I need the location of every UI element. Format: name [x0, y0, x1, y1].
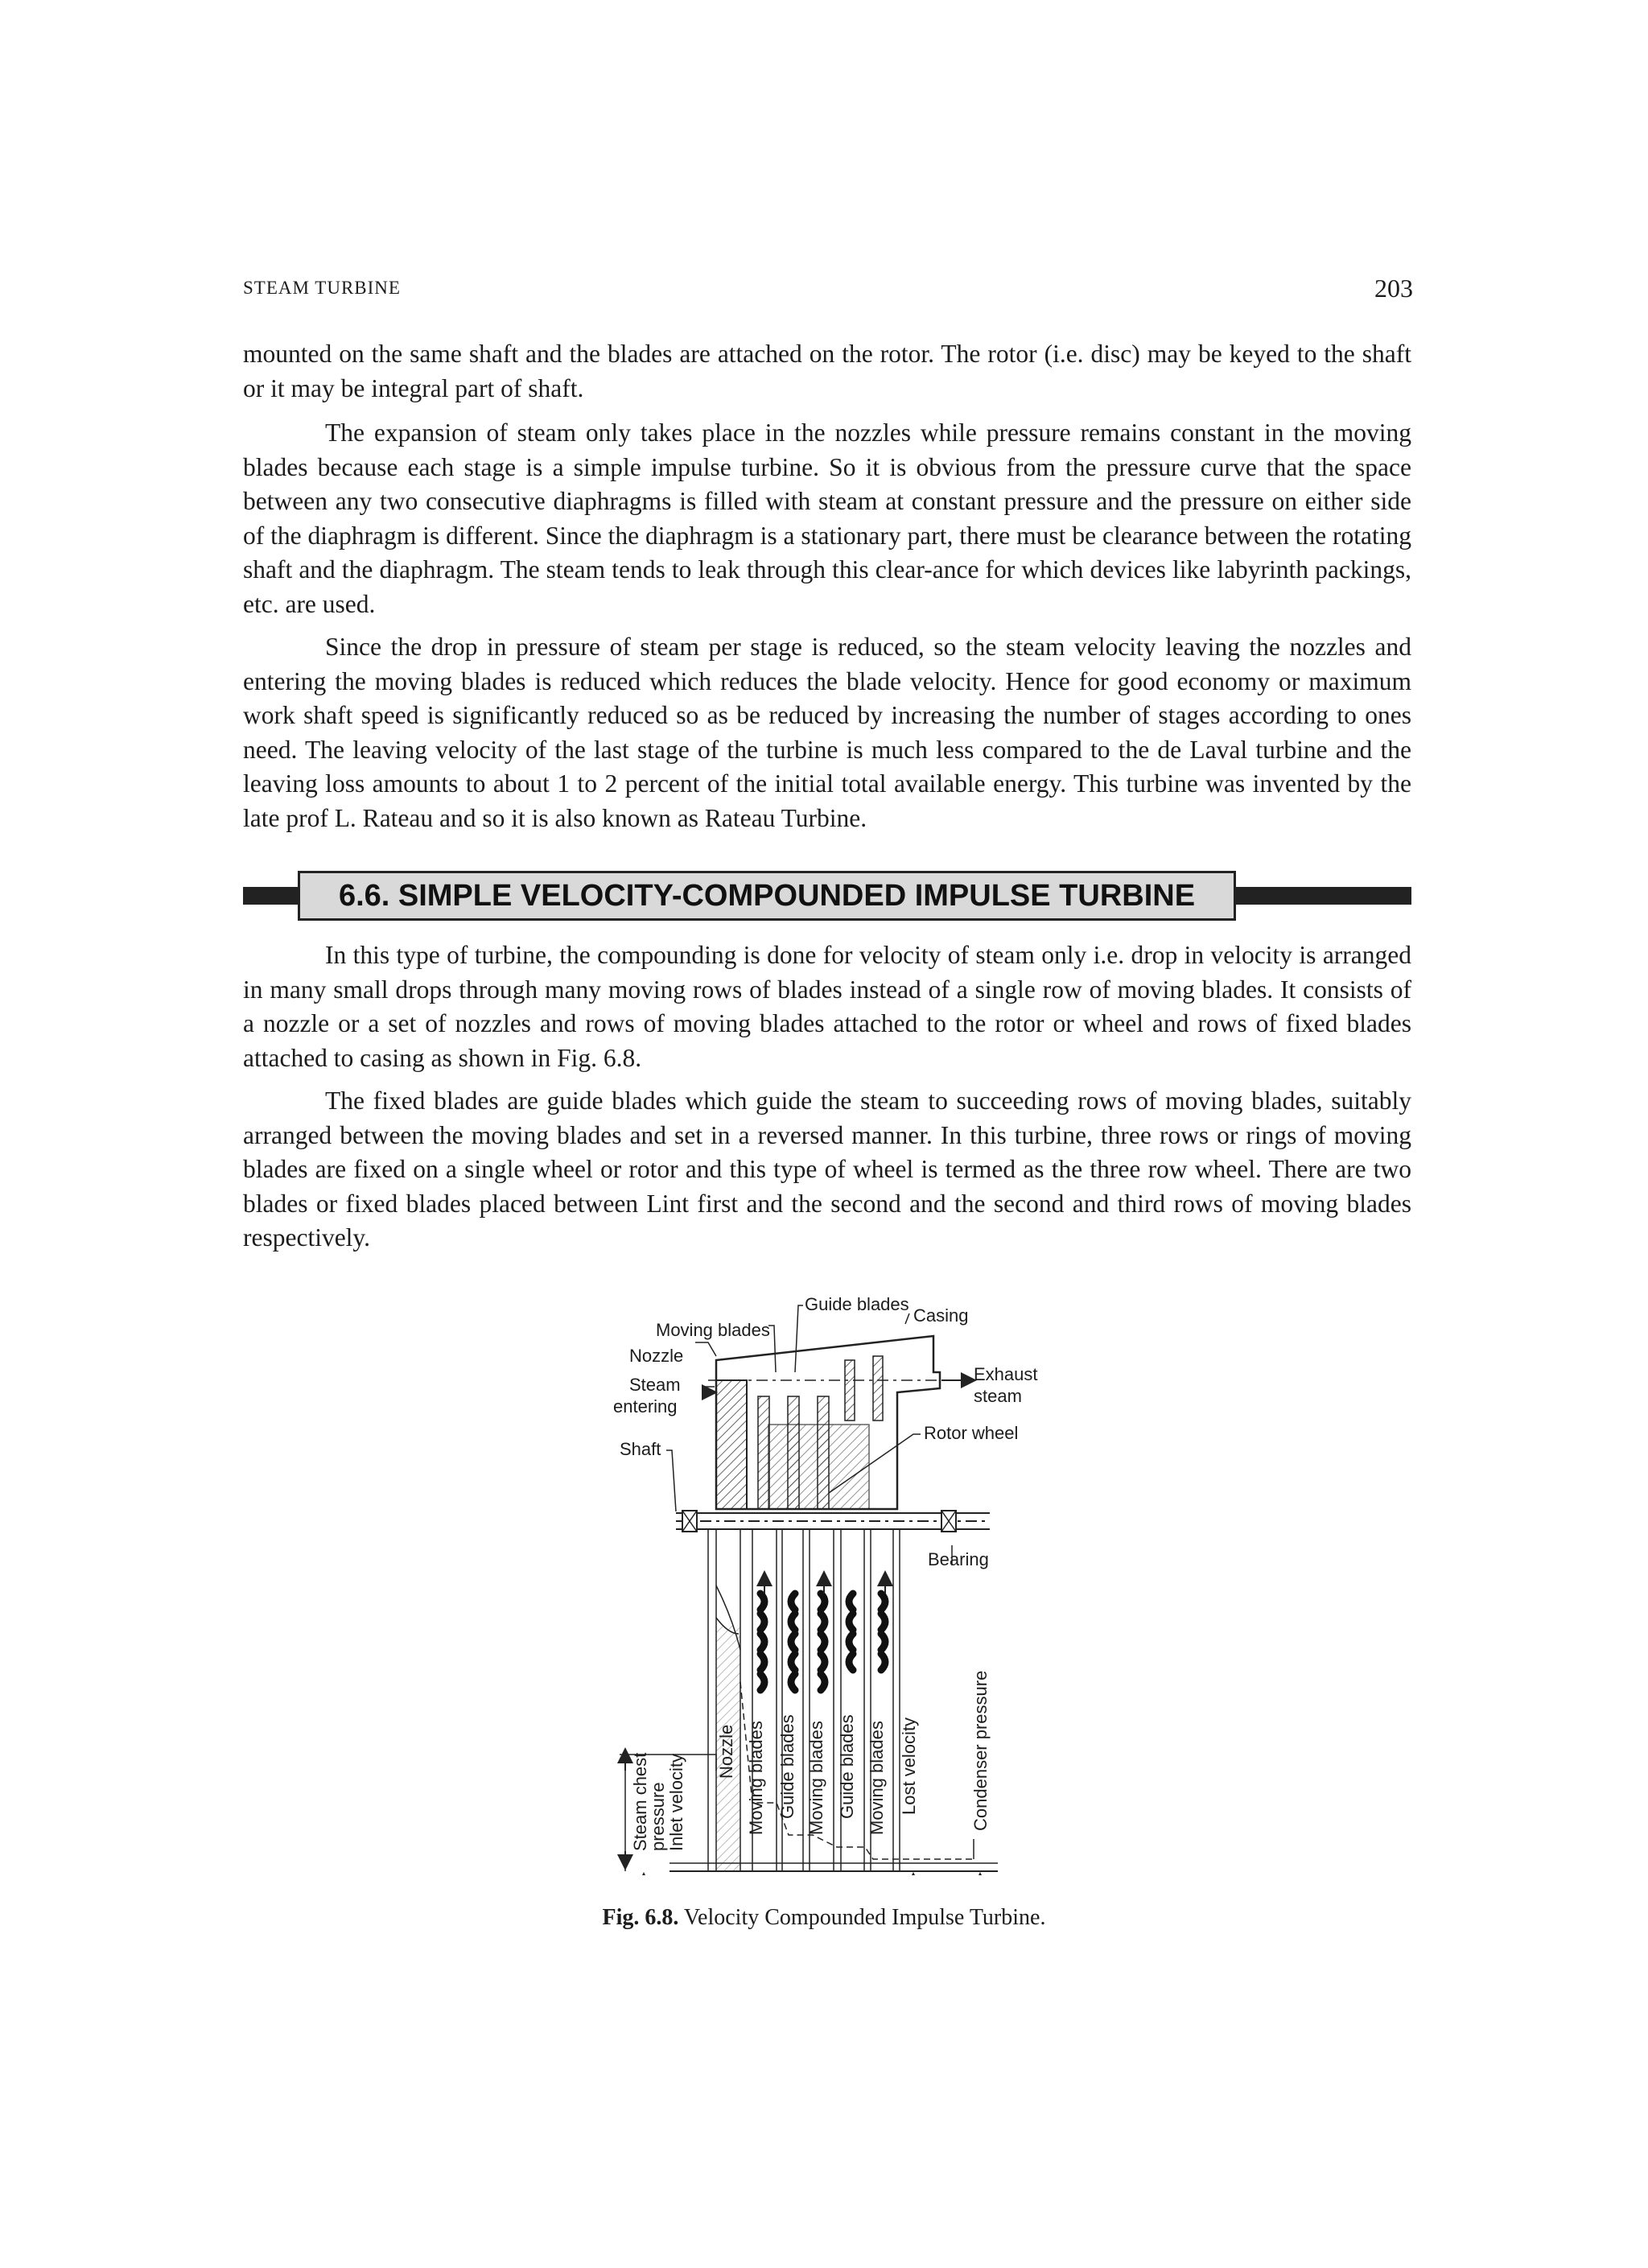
running-header: STEAM TURBINE [243, 278, 401, 298]
label-entering: entering [613, 1396, 678, 1416]
paragraph-3: Since the drop in pressure of steam per stage is reduced, so the steam velocity leaving the nozzles and entering the moving blades is reduced which reduces the blade velocity. Hence for good economy or maximum work shaft speed is significantly reduced so as be reduced by increasing the number of stages according to ones need. The leaving velocity of the last stage of the turbine is much less compared to the de Laval turbine and the leaving loss amounts to about 1 to 2 percent of the initial total available energy. This turbine was invented by the late prof L. Rateau and so it is also known as Rateau Turbine. [243, 633, 1411, 832]
paragraph-1: mounted on the same shaft and the blades are attached on the rotor. The rotor (i.e. disc) may be keyed to the shaft or it may be integral part of shaft. [243, 340, 1411, 402]
label-steam-chest: Steam chest [630, 1752, 650, 1851]
figure-caption-label: Fig. 6.8. [602, 1905, 679, 1930]
label-bearing: Bearing [928, 1549, 989, 1569]
turbine-diagram [595, 1280, 1046, 1875]
figure-velocity-compounded-turbine [595, 1280, 1046, 1875]
label-moving-blades-1: Moving blades [746, 1721, 766, 1835]
paragraph-4: In this type of turbine, the compounding is done for velocity of steam only i.e. drop in velocity is arranged in many small drops through many moving rows of blades instead of a single row of moving blades. It consists of a nozzle or a set of nozzles and rows of moving blades attached to the rotor or wheel and rows of fixed blades attached to casing as shown in Fig. 6.8. [243, 941, 1411, 1072]
label-nozzle: Nozzle [629, 1346, 684, 1366]
label-exhaust: Exhaust [974, 1364, 1038, 1384]
section-heading: 6.6. SIMPLE VELOCITY-COMPOUNDED IMPULSE TURBINE [298, 871, 1236, 921]
label-guide-blades: Guide blades [805, 1294, 909, 1314]
label-moving-blades: Moving blades [656, 1320, 770, 1340]
label-inlet-velocity: Inlet velocity [666, 1753, 686, 1851]
label-guide-blades-2: Guide blades [837, 1714, 857, 1819]
label-shaft: Shaft [620, 1439, 661, 1459]
page-number: 203 [1374, 274, 1413, 303]
label-steam: Steam [629, 1375, 681, 1395]
label-pressure: pressure [648, 1782, 668, 1851]
figure-caption-text: Velocity Compounded Impulse Turbine. [683, 1905, 1046, 1930]
label-casing: Casing [913, 1305, 969, 1326]
label-moving-blades-3: Moving blades [867, 1721, 887, 1835]
label-nozzle-vertical: Nozzle [716, 1724, 736, 1779]
paragraph-2: The expansion of steam only takes place in the nozzles while pressure remains constant in the moving blades because each stage is a simple impulse turbine. So it is obvious from the pressure curve that the space between any two consecutive diaphragms is filled with steam at constant pressure and the pressure on either side of the diaphragm is different. Since the diaphragm is a stationary part, there must be clearance between the rotating shaft and the diaphragm. The steam tends to leak through this clear-ance for which devices like labyrinth packings, etc. are used. [243, 419, 1411, 618]
label-lost-velocity: Lost velocity [899, 1717, 919, 1815]
label-exhaust-steam: steam [974, 1386, 1022, 1406]
label-moving-blades-2: Moving blades [806, 1721, 826, 1835]
paragraph-5: The fixed blades are guide blades which guide the steam to succeeding rows of moving blades, suitably arranged between the moving blades and set in a reversed manner. In this turbine, three rows or rings of moving blades are fixed on a single wheel or rotor and this type of wheel is termed as the three row wheel. There are two blades or fixed blades placed between Lint first and the second and the second and third rows of moving blades respectively. [243, 1087, 1411, 1252]
label-guide-blades-1: Guide blades [777, 1714, 797, 1819]
label-rotor-wheel: Rotor wheel [924, 1423, 1019, 1443]
label-condenser-pressure: Condenser pressure [970, 1670, 991, 1831]
figure-caption [0, 1905, 1648, 1931]
